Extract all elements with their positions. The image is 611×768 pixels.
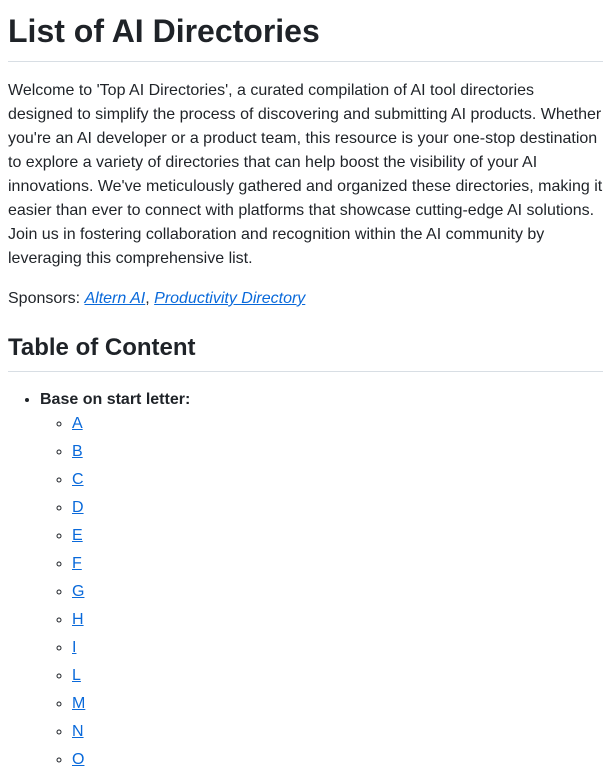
letter-link-g[interactable]: G [72, 583, 85, 600]
page-title: List of AI Directories [8, 11, 603, 62]
sponsors-separator: , [145, 290, 155, 307]
intro-paragraph: Welcome to 'Top AI Directories', a curated compilation of AI tool directories designed to simplify the process of discovering and submitting AI products. Whether you're an AI developer or a product team, this resource is your one-stop destination to explore a variety of directories that can help boost the visibility of your AI innovations. We've meticulously gathered and organized these directories, making it easier than ever to connect with platforms that showcase cutting-edge AI solutions. Join us in fostering collaboration and recognition within the AI community by leveraging this comprehensive list. [8, 82, 603, 267]
letter-link-i[interactable]: I [72, 639, 77, 656]
toc-heading: Table of Content [8, 333, 603, 372]
letter-link-l[interactable]: L [72, 667, 81, 684]
letter-item [72, 440, 603, 464]
letter-item [72, 664, 603, 688]
letter-item [72, 524, 603, 548]
toc-group-label: Base on start letter: [40, 391, 191, 408]
letter-link-a[interactable]: A [72, 415, 83, 432]
sponsor-link-altern-ai[interactable]: Altern AI [84, 290, 146, 307]
letter-link-m[interactable]: M [72, 695, 86, 712]
letter-item [72, 692, 603, 716]
sponsor-link-productivity-directory[interactable]: Productivity Directory [154, 290, 306, 307]
letter-link-o[interactable]: O [72, 751, 85, 768]
letter-item [72, 720, 603, 744]
letter-item [72, 580, 603, 604]
toc-list [8, 388, 603, 768]
letter-link-e[interactable]: E [72, 527, 83, 544]
letter-item [72, 552, 603, 576]
sponsors-label: Sponsors: [8, 290, 85, 307]
letter-item [72, 748, 603, 768]
letter-item [72, 468, 603, 492]
toc-group [40, 388, 603, 768]
letter-link-b[interactable]: B [72, 443, 83, 460]
sponsors-line [8, 287, 603, 311]
letter-link-f[interactable]: F [72, 555, 82, 572]
letter-link-c[interactable]: C [72, 471, 84, 488]
letter-link-h[interactable]: H [72, 611, 84, 628]
letter-item [72, 608, 603, 632]
letter-item [72, 412, 603, 436]
letter-link-n[interactable]: N [72, 723, 84, 740]
letter-item [72, 636, 603, 660]
letter-item [72, 496, 603, 520]
page [0, 11, 611, 768]
letter-list [40, 412, 603, 768]
letter-link-d[interactable]: D [72, 499, 84, 516]
